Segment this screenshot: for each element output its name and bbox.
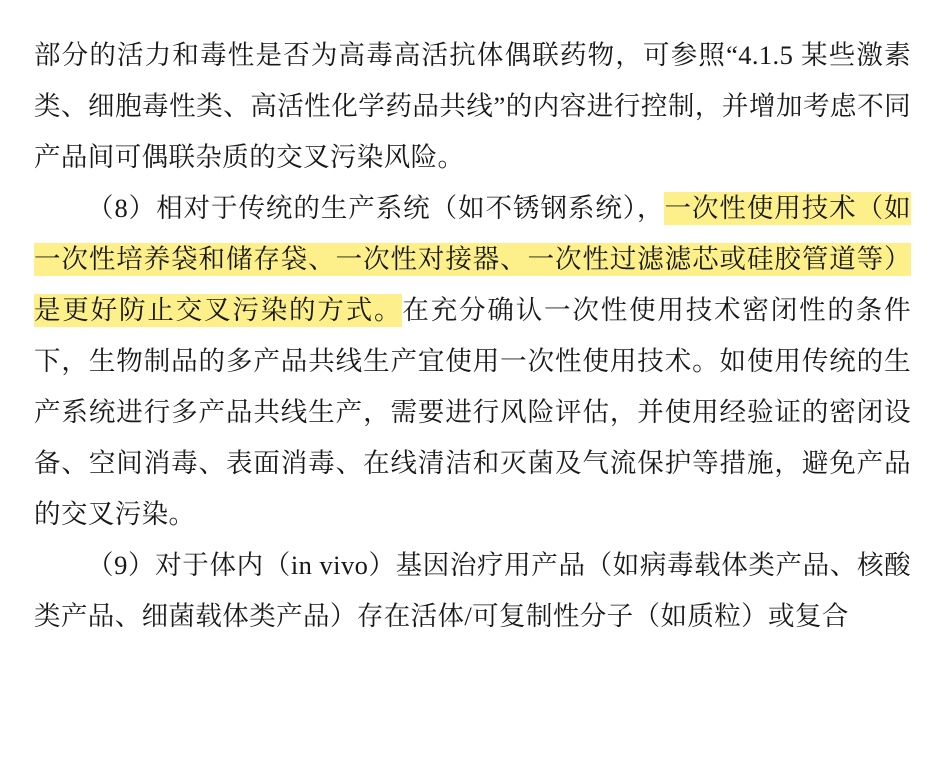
paragraph-2 bbox=[34, 183, 911, 540]
paragraph-1 bbox=[34, 30, 911, 183]
paragraph-2-segment-lead: （8）相对于传统的生产系统（如不锈钢系统）， bbox=[87, 193, 665, 223]
paragraph-1-text: 部分的活力和毒性是否为高毒高活抗体偶联药物，可参照“4.1.5 某些激素类、细胞毒性类、高活性化学药品共线”的内容进行控制，并增加考虑不同产品间可偶联杂质的交叉污染风险。 bbox=[34, 40, 911, 172]
paragraph-3-text: （9）对于体内（in vivo）基因治疗用产品（如病毒载体类产品、核酸类产品、细菌载体类产品）存在活体/可复制性分子（如质粒）或复合 bbox=[34, 550, 911, 631]
highlighted-text: 一次性使用技术（如一次性培养袋和储存袋、一次性对接器、一次性过滤滤芯或硅胶管道等）是更好防止交叉污染的方式。 bbox=[34, 193, 911, 325]
paragraph-3 bbox=[34, 540, 911, 642]
paragraph-2-segment-tail: 在充分确认一次性使用技术密闭性的条件下，生物制品的多产品共线生产宜使用一次性使用技术。如使用传统的生产系统进行多产品共线生产，需要进行风险评估，并使用经验证的密闭设备、空间消毒、表面消毒、在线清洁和灭菌及气流保护等措施，避免产品的交叉污染。 bbox=[34, 295, 911, 529]
